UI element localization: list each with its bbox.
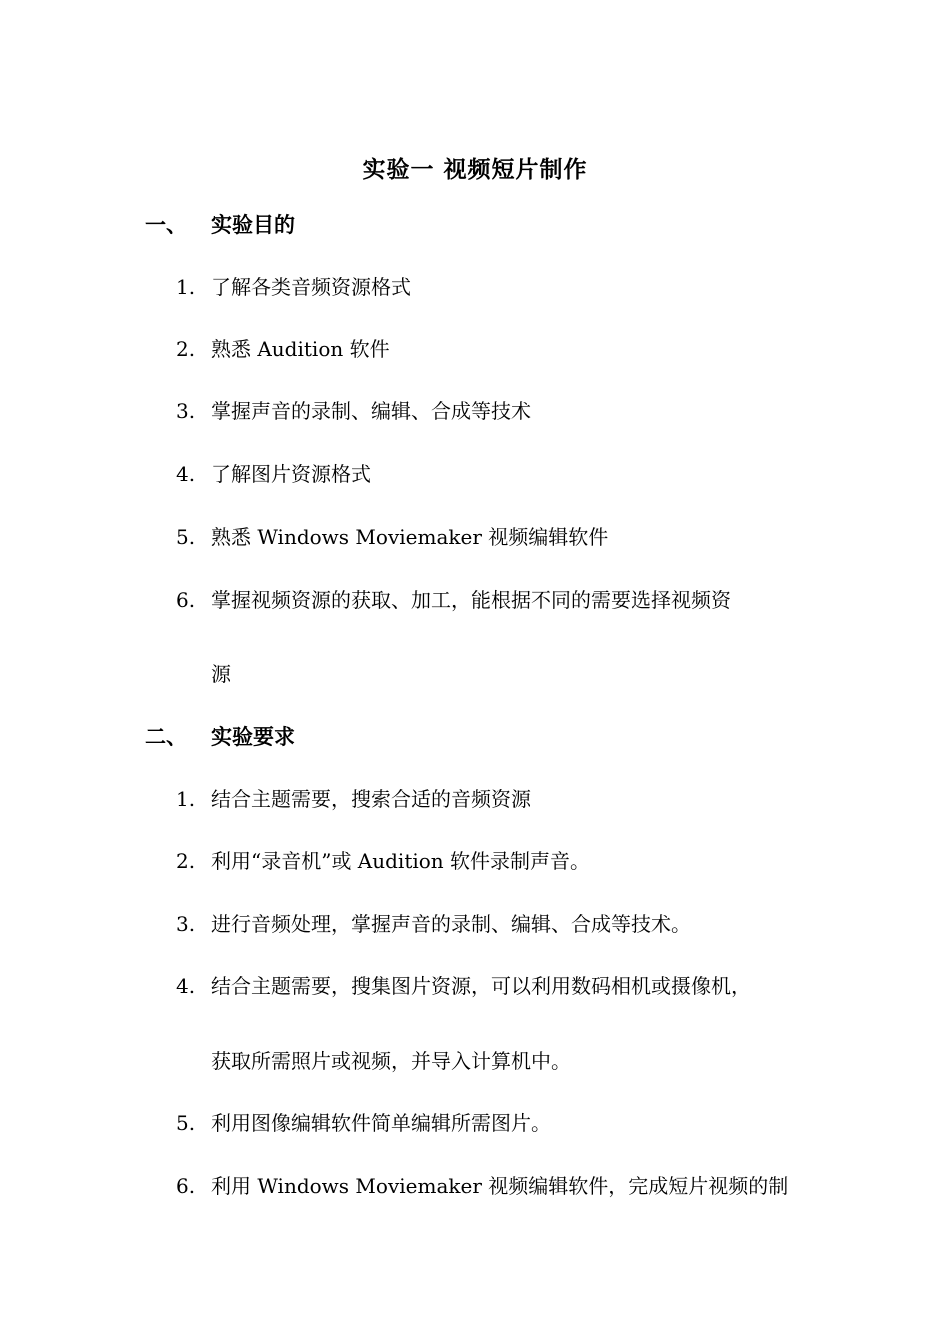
section-heading-requirements bbox=[145, 722, 295, 752]
item-text-continuation: 获取所需照片或视频，并导入计算机中。 bbox=[211, 1049, 571, 1073]
list-item bbox=[176, 585, 731, 615]
item-text: 掌握视频资源的获取、加工，能根据不同的需要选择视频资 bbox=[211, 588, 731, 612]
item-number: 5. bbox=[176, 1111, 196, 1135]
item-text: 结合主题需要，搜索合适的音频资源 bbox=[211, 787, 531, 811]
item-text: 熟悉 Windows Moviemaker 视频编辑软件 bbox=[211, 525, 609, 549]
item-number: 1. bbox=[176, 787, 196, 811]
item-number: 1. bbox=[176, 275, 196, 299]
item-text: 了解图片资源格式 bbox=[211, 462, 371, 486]
section-number: 一、 bbox=[145, 213, 187, 237]
list-item bbox=[176, 1108, 551, 1138]
list-item bbox=[176, 1171, 788, 1201]
list-item bbox=[176, 459, 371, 489]
item-number: 5. bbox=[176, 525, 196, 549]
section-heading-objectives bbox=[145, 210, 295, 240]
item-text: 掌握声音的录制、编辑、合成等技术 bbox=[211, 399, 531, 423]
document-title: 实验一 视频短片制作 bbox=[362, 157, 588, 183]
section-title: 实验目的 bbox=[211, 213, 295, 237]
item-number: 2. bbox=[176, 849, 196, 873]
list-item bbox=[176, 909, 691, 939]
item-text: 利用 Windows Moviemaker 视频编辑软件，完成短片视频的制 bbox=[211, 1174, 789, 1198]
item-number: 6. bbox=[176, 1174, 196, 1198]
item-text: 熟悉 Audition 软件 bbox=[211, 337, 390, 361]
item-number: 4. bbox=[176, 974, 196, 998]
item-number: 3. bbox=[176, 912, 196, 936]
item-text: 利用图像编辑软件简单编辑所需图片。 bbox=[211, 1111, 551, 1135]
section-title: 实验要求 bbox=[211, 725, 295, 749]
list-item bbox=[176, 272, 411, 302]
item-number: 6. bbox=[176, 588, 196, 612]
list-item bbox=[176, 846, 590, 876]
item-number: 2. bbox=[176, 337, 196, 361]
item-text: 结合主题需要，搜集图片资源，可以利用数码相机或摄像机， bbox=[211, 974, 751, 998]
section-number: 二、 bbox=[145, 725, 187, 749]
list-item bbox=[176, 971, 751, 1001]
item-text: 进行音频处理，掌握声音的录制、编辑、合成等技术。 bbox=[211, 912, 691, 936]
list-item bbox=[176, 522, 608, 552]
item-number: 4. bbox=[176, 462, 196, 486]
list-item bbox=[176, 396, 531, 426]
list-item bbox=[176, 784, 531, 814]
item-text-continuation: 源 bbox=[211, 662, 231, 686]
item-text: 利用“录音机”或 Audition 软件录制声音。 bbox=[211, 849, 591, 873]
item-number: 3. bbox=[176, 399, 196, 423]
list-item bbox=[176, 334, 390, 364]
item-text: 了解各类音频资源格式 bbox=[211, 275, 411, 299]
